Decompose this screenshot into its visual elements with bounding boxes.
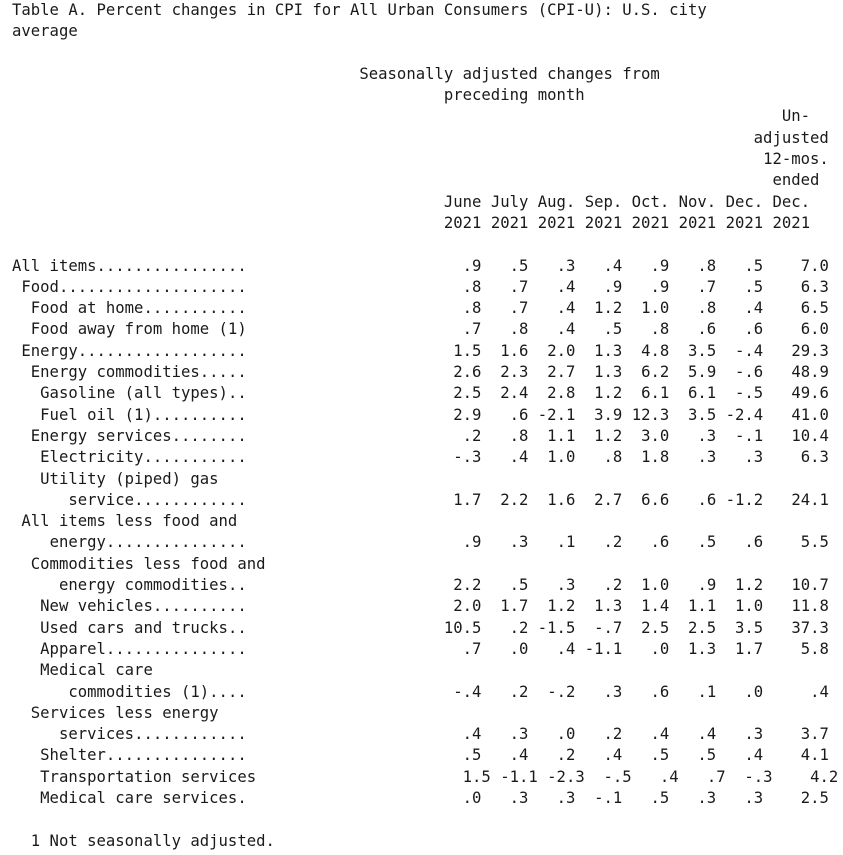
table-cell: 3.5 — [688, 405, 717, 424]
table-cell: .4 — [462, 725, 482, 744]
table-cell: .4 — [509, 448, 529, 467]
leader-dots: .. — [227, 618, 247, 637]
table-cell: -.7 — [594, 618, 623, 637]
leader-dots: ............ — [134, 725, 247, 744]
table-cell: 12.3 — [631, 405, 670, 424]
table-cell: 1.6 — [547, 490, 576, 509]
table-cell: -.4 — [453, 682, 482, 701]
table-cell: -2.4 — [725, 405, 764, 424]
row-label: Utility (piped) gas — [40, 469, 219, 488]
table-cell: -.4 — [735, 341, 764, 360]
column-header: Aug. — [537, 192, 576, 211]
table-cell: .4 — [556, 299, 576, 318]
row-label: services — [58, 725, 135, 744]
leader-dots: ........... — [143, 299, 247, 318]
table-cell: 5.8 — [800, 639, 829, 658]
table-cell: 1.3 — [594, 597, 623, 616]
column-header: Dec. — [772, 192, 811, 211]
table-cell: -1.5 — [537, 618, 576, 637]
table-cell: .7 — [462, 639, 482, 658]
column-header: 2021 — [537, 213, 576, 232]
table-cell: 1.7 — [734, 639, 764, 658]
table-cell: 48.9 — [791, 363, 829, 382]
footnote: 1 Not seasonally adjusted. — [30, 831, 275, 850]
table-cell: 2.4 — [500, 384, 529, 403]
table-cell: 10.4 — [791, 426, 829, 445]
column-header: Un- — [781, 107, 811, 126]
table-cell: 2.7 — [594, 490, 623, 509]
table-cell: .9 — [462, 533, 482, 552]
row-label: Gasoline (all types) — [40, 384, 228, 403]
table-cell: -.1 — [734, 426, 764, 445]
table-cell: 1.3 — [688, 639, 717, 658]
table-cell: .4 — [603, 256, 623, 275]
table-cell: 49.6 — [791, 384, 829, 403]
table-cell: .0 — [462, 788, 482, 807]
leader-dots: ............... — [105, 746, 247, 765]
leader-dots: .......... — [152, 597, 247, 616]
table-cell: 2.3 — [500, 363, 529, 382]
column-header: 2021 — [584, 213, 623, 232]
table-cell: 2.5 — [641, 618, 670, 637]
table-cell: 1.5 — [462, 767, 491, 786]
table-cell: 3.7 — [800, 725, 829, 744]
table-cell: -1.1 — [500, 767, 538, 786]
table-cell: 3.5 — [688, 341, 717, 360]
leader-dots: ............... — [105, 533, 247, 552]
table-cell: .3 — [697, 788, 717, 807]
table-cell: .0 — [509, 639, 529, 658]
table-cell: 2.8 — [547, 384, 576, 403]
table-cell: 6.1 — [641, 384, 670, 403]
table-cell: .3 — [509, 725, 529, 744]
table-cell: .6 — [697, 320, 717, 339]
table-cell: -.3 — [453, 448, 482, 467]
table-cell: -.6 — [735, 363, 764, 382]
row-label: energy commodities — [58, 576, 228, 595]
table-cell: 1.3 — [594, 363, 623, 382]
table-cell: 3.5 — [734, 618, 764, 637]
row-label: Medical care — [40, 661, 153, 680]
table-cell: .4 — [697, 725, 717, 744]
table-cell: 3.0 — [641, 426, 670, 445]
table-cell: 2.5 — [453, 384, 482, 403]
table-cell: 2.7 — [547, 363, 576, 382]
table-cell: -.1 — [594, 788, 623, 807]
row-label: Shelter — [40, 746, 106, 765]
leader-dots: ........ — [171, 426, 247, 445]
row-label: Electricity — [40, 448, 144, 467]
column-header: 2021 — [725, 213, 764, 232]
leader-dots: ........... — [143, 448, 247, 467]
table-cell: 2.6 — [453, 363, 482, 382]
row-label: Food away from home (1) — [30, 320, 247, 339]
table-cell: .1 — [697, 682, 717, 701]
leader-dots: ............ — [134, 490, 247, 509]
table-cell: .5 — [462, 746, 482, 765]
table-cell: 1.1 — [547, 426, 576, 445]
table-cell: 6.6 — [641, 490, 670, 509]
column-header: July — [490, 192, 529, 211]
table-cell: 2.0 — [547, 341, 576, 360]
row-label: Apparel — [40, 639, 106, 658]
table-cell: 1.5 — [453, 341, 482, 360]
group-header-line: Seasonally adjusted changes from — [359, 64, 660, 83]
row-label: Commodities less food and — [30, 554, 266, 573]
table-cell: 5.9 — [688, 363, 717, 382]
row-label: Energy commodities — [30, 363, 200, 382]
table-cell: .1 — [556, 533, 576, 552]
table-cell: 29.3 — [791, 341, 829, 360]
table-cell: .3 — [509, 788, 529, 807]
table-cell: 6.3 — [800, 277, 829, 296]
table-cell: .2 — [556, 746, 576, 765]
table-title-line: average — [12, 22, 78, 41]
table-cell: 24.1 — [791, 490, 829, 509]
table-cell: .7 — [509, 277, 529, 296]
table-cell: .4 — [556, 277, 576, 296]
row-label: New vehicles — [40, 597, 153, 616]
table-cell: 1.7 — [500, 597, 529, 616]
leader-dots: ................ — [96, 256, 247, 275]
table-cell: 7.0 — [800, 256, 829, 275]
table-cell: 1.2 — [594, 384, 623, 403]
table-cell: -.5 — [734, 384, 764, 403]
table-cell: .8 — [697, 256, 717, 275]
column-header: Dec. — [725, 192, 764, 211]
table-cell: .8 — [509, 426, 529, 445]
column-header: ended — [772, 171, 820, 190]
column-header: Nov. — [678, 192, 717, 211]
table-cell: 2.2 — [453, 576, 482, 595]
table-cell: .4 — [744, 299, 764, 318]
table-cell: .3 — [697, 426, 717, 445]
column-header: 2021 — [772, 213, 811, 232]
table-cell: 1.2 — [594, 299, 623, 318]
table-cell: 6.1 — [688, 384, 717, 403]
column-header: 2021 — [678, 213, 717, 232]
table-cell: .6 — [744, 533, 764, 552]
table-cell: .8 — [462, 277, 482, 296]
table-cell: -.3 — [744, 767, 773, 786]
leader-dots: .................... — [58, 277, 247, 296]
table-title-line: Table A. Percent changes in CPI for All Urban Consumers (CPI-U): U.S. city — [12, 1, 707, 19]
table-cell: 6.5 — [800, 299, 829, 318]
table-cell: 1.0 — [547, 448, 576, 467]
table-cell: -2.3 — [547, 767, 585, 786]
table-cell: .6 — [509, 405, 529, 424]
group-header-line: preceding month — [443, 86, 585, 105]
table-cell: .5 — [697, 746, 717, 765]
table-cell: .4 — [556, 639, 576, 658]
table-cell: .4 — [744, 746, 764, 765]
cpi-table-text — [12, 0, 838, 852]
table-cell: -.5 — [603, 767, 632, 786]
table-cell: 1.7 — [453, 490, 482, 509]
row-label: Food at home — [30, 299, 144, 318]
table-cell: .9 — [697, 576, 717, 595]
table-cell: 2.2 — [500, 490, 529, 509]
table-cell: .3 — [744, 448, 764, 467]
table-cell: 2.0 — [453, 597, 482, 616]
row-label: Fuel oil (1) — [40, 405, 153, 424]
table-cell: .5 — [509, 576, 529, 595]
row-label: Services less energy — [30, 703, 219, 722]
leader-dots: .. — [227, 576, 247, 595]
table-cell: 1.0 — [641, 299, 670, 318]
table-cell: 1.0 — [641, 576, 670, 595]
table-cell: -2.1 — [537, 405, 576, 424]
table-cell: 6.2 — [641, 363, 670, 382]
table-cell: -1.1 — [584, 639, 623, 658]
row-label: Energy — [21, 341, 78, 360]
table-cell: .3 — [556, 576, 576, 595]
table-cell: 41.0 — [791, 405, 829, 424]
leader-dots: .. — [227, 384, 247, 403]
table-cell: .8 — [509, 320, 529, 339]
table-cell: .3 — [697, 448, 717, 467]
row-label: commodities (1) — [68, 682, 210, 701]
table-cell: .8 — [603, 448, 623, 467]
table-cell: 4.1 — [800, 746, 829, 765]
table-cell: 1.2 — [735, 576, 764, 595]
row-label: energy — [49, 533, 106, 552]
column-header: 2021 — [443, 213, 482, 232]
table-cell: 6.0 — [800, 320, 829, 339]
table-cell: .4 — [650, 725, 670, 744]
table-cell: -1.2 — [725, 490, 764, 509]
table-cell: 1.0 — [735, 597, 764, 616]
table-cell: .6 — [697, 490, 717, 509]
table-cell: 1.6 — [500, 341, 529, 360]
table-cell: .5 — [650, 788, 670, 807]
table-cell: 2.5 — [800, 788, 829, 807]
leader-dots: ............... — [105, 639, 247, 658]
table-cell: -.2 — [547, 682, 576, 701]
table-cell: .7 — [509, 299, 529, 318]
table-cell: .0 — [556, 725, 576, 744]
leader-dots: ..... — [199, 363, 247, 382]
table-cell: .4 — [509, 746, 529, 765]
table-cell: 3.9 — [594, 405, 623, 424]
table-cell: .0 — [744, 682, 764, 701]
leader-dots: .......... — [152, 405, 247, 424]
row-label: service — [68, 490, 135, 509]
table-cell: .5 — [650, 746, 670, 765]
table-cell: .3 — [603, 682, 623, 701]
table-cell: 5.5 — [800, 533, 829, 552]
table-cell: 10.7 — [791, 576, 829, 595]
table-cell: .7 — [462, 320, 482, 339]
row-label: Used cars and trucks — [40, 618, 228, 637]
row-label: Energy services — [30, 426, 172, 445]
table-cell: .4 — [810, 682, 829, 701]
column-header: Sep. — [584, 192, 623, 211]
table-cell: .8 — [462, 299, 482, 318]
table-cell: 1.4 — [641, 597, 670, 616]
table-cell: .3 — [509, 533, 529, 552]
table-cell: .9 — [650, 256, 670, 275]
table-cell: 1.3 — [594, 341, 623, 360]
row-label: Food — [21, 277, 59, 296]
table-cell: .9 — [462, 256, 482, 275]
table-cell: .7 — [697, 277, 717, 296]
table-cell: 1.8 — [641, 448, 670, 467]
table-cell: 1.2 — [594, 426, 623, 445]
table-cell: .7 — [706, 767, 726, 786]
table-cell: .4 — [659, 767, 679, 786]
table-cell: .2 — [603, 576, 623, 595]
column-header: 2021 — [631, 213, 670, 232]
table-cell: .6 — [650, 533, 670, 552]
row-label: Medical care services — [40, 788, 238, 807]
row-label: All items — [12, 256, 97, 275]
table-cell: .3 — [556, 788, 576, 807]
leader-dots: .... — [209, 682, 247, 701]
table-cell: .4 — [556, 320, 576, 339]
table-cell: .8 — [697, 299, 717, 318]
table-cell: 37.3 — [791, 618, 829, 637]
row-label: Transportation services — [40, 767, 257, 786]
column-header: June — [443, 192, 482, 211]
table-cell: 1.2 — [547, 597, 576, 616]
table-cell: .6 — [744, 320, 764, 339]
column-header: 12-mos. — [763, 150, 829, 169]
table-cell: .3 — [744, 788, 764, 807]
table-cell: 2.5 — [688, 618, 717, 637]
leader-dots: . — [237, 788, 247, 807]
table-cell: .2 — [462, 426, 482, 445]
table-cell: .2 — [509, 618, 529, 637]
column-header: adjusted — [753, 128, 829, 147]
table-cell: 4.8 — [641, 341, 670, 360]
table-cell: 4.2 — [810, 767, 839, 786]
table-cell: 10.5 — [443, 618, 482, 637]
table-cell: .2 — [603, 533, 623, 552]
table-cell: .2 — [509, 682, 529, 701]
table-cell: .9 — [650, 277, 670, 296]
table-cell: .5 — [603, 320, 623, 339]
table-cell: .3 — [556, 256, 576, 275]
table-cell: .3 — [744, 725, 764, 744]
table-cell: .6 — [650, 682, 670, 701]
table-cell: .5 — [697, 533, 717, 552]
table-cell: 6.3 — [800, 448, 829, 467]
leader-dots: .................. — [77, 341, 247, 360]
table-cell: 2.9 — [453, 405, 482, 424]
table-cell: .0 — [650, 639, 670, 658]
table-cell: 11.8 — [791, 597, 829, 616]
row-label: All items less food and — [21, 512, 238, 531]
table-cell: .5 — [744, 277, 764, 296]
table-cell: .5 — [509, 256, 529, 275]
table-cell: .5 — [744, 256, 764, 275]
table-cell: .2 — [603, 725, 623, 744]
column-header: Oct. — [631, 192, 670, 211]
table-cell: 1.1 — [688, 597, 717, 616]
table-cell: .9 — [603, 277, 623, 296]
table-cell: .8 — [650, 320, 670, 339]
table-cell: .4 — [603, 746, 623, 765]
column-header: 2021 — [490, 213, 529, 232]
